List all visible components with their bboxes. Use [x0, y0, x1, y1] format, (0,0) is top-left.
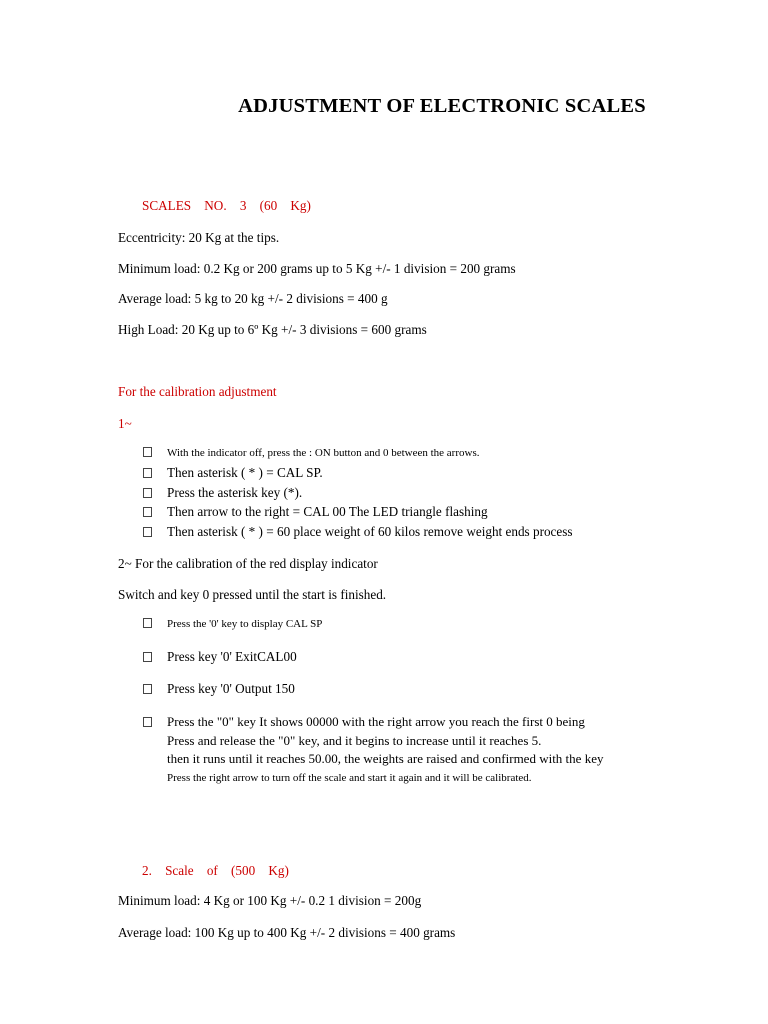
list-item — [143, 446, 479, 459]
list-item-text-line: Press and release the "0" key, and it begins to increase until it reaches 5. — [167, 732, 542, 748]
list-item — [143, 465, 323, 481]
list-item-text-line: Press the right arrow to turn off the scale and start it again and it will be calibrated. — [167, 771, 532, 784]
bullet-box-icon — [143, 447, 152, 457]
bullet-box-icon — [143, 652, 152, 662]
list-item-text: Then asterisk ( * ) = CAL SP. — [167, 465, 323, 480]
list-item — [143, 617, 322, 630]
step-2-intro: Switch and key 0 pressed until the start is finished. — [118, 587, 387, 602]
paragraph-average-load-500: Average load: 100 Kg up to 400 Kg +/- 2 divisions = 400 grams — [118, 925, 456, 940]
bullet-box-icon — [143, 507, 152, 517]
bullet-box-icon — [143, 717, 152, 727]
page-title: ADJUSTMENT OF ELECTRONIC SCALES — [238, 95, 646, 117]
list-item-text: Press the '0' key to display CAL SP — [167, 618, 323, 630]
list-item-text-line: Press the "0" key It shows 00000 with the right arrow you reach the first 0 being — [167, 714, 585, 729]
list-item-multiline — [143, 713, 603, 787]
list-item — [143, 524, 573, 540]
bullet-box-icon — [143, 527, 152, 537]
paragraph-minimum-load: Minimum load: 0.2 Kg or 200 grams up to 5 Kg +/- 1 division = 200 grams — [118, 261, 516, 276]
list-item-text: Press the asterisk key (*). — [167, 485, 303, 500]
paragraph-eccentricity: Eccentricity: 20 Kg at the tips. — [118, 230, 280, 245]
list-item-text: Then arrow to the right = CAL 00 The LED triangle flashing — [167, 504, 488, 519]
list-item-text: With the indicator off, press the : ON button and 0 between the arrows. — [167, 447, 480, 459]
paragraph-high-load: High Load: 20 Kg up to 6º Kg +/- 3 divisions = 600 grams — [118, 322, 427, 337]
list-item — [143, 649, 297, 665]
bullet-box-icon — [143, 684, 152, 694]
section-heading-scale-500: 2. Scale of (500 Kg) — [142, 863, 289, 878]
list-item — [143, 504, 488, 520]
list-item — [143, 485, 302, 501]
list-item-text: Press key '0' ExitCAL00 — [167, 649, 297, 664]
paragraph-average-load: Average load: 5 kg to 20 kg +/- 2 divisions = 400 g — [118, 291, 388, 306]
list-item-text: Press key '0' Output 150 — [167, 681, 295, 696]
step-2-label: 2~ For the calibration of the red display indicator — [118, 556, 378, 571]
list-item-text-line: then it runs until it reaches 50.00, the weights are raised and confirmed with the key — [167, 751, 604, 766]
calibration-heading: For the calibration adjustment — [118, 384, 277, 399]
bullet-box-icon — [143, 468, 152, 478]
bullet-box-icon — [143, 618, 152, 628]
section-heading-scales-3: SCALES NO. 3 (60 Kg) — [142, 198, 311, 213]
list-item — [143, 681, 295, 697]
paragraph-minimum-load-500: Minimum load: 4 Kg or 100 Kg +/- 0.2 1 division = 200g — [118, 893, 422, 908]
bullet-box-icon — [143, 488, 152, 498]
step-1-label: 1~ — [118, 416, 132, 431]
list-item-text: Then asterisk ( * ) = 60 place weight of 60 kilos remove weight ends process — [167, 524, 573, 539]
